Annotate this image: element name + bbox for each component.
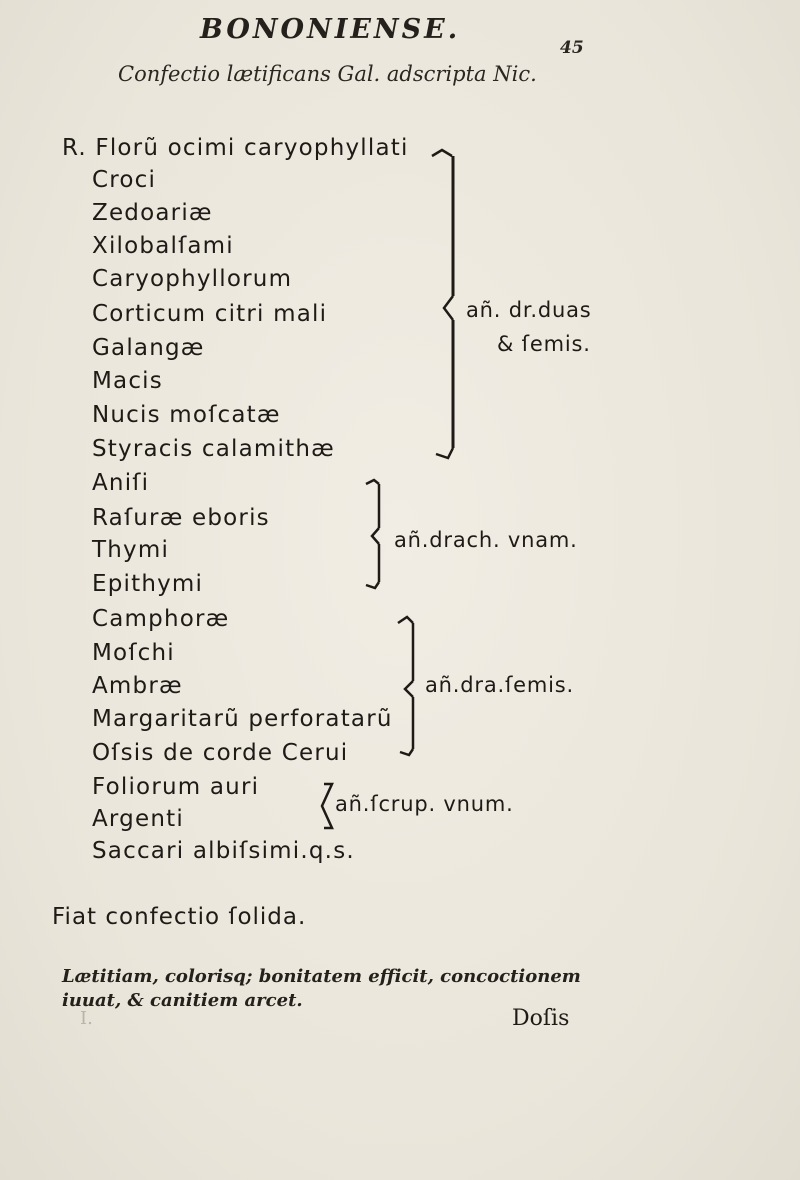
ingredient-line: Macis: [92, 368, 163, 394]
signature-mark: I.: [80, 1008, 93, 1029]
ingredient-line: Nucis moſcatæ: [92, 402, 281, 428]
ingredient-line: Oſsis de corde Cerui: [92, 740, 349, 766]
ingredient-line: Foliorum auri: [92, 774, 260, 800]
ingredient-line: Styracis calamithæ: [92, 436, 335, 462]
ingredient-line: Zedoariæ: [92, 200, 213, 226]
brace-group-1: [422, 148, 462, 468]
ingredient-line: Corticum citri mali: [92, 301, 328, 327]
ingredient-line: Saccari albiſsimi.q.s.: [92, 838, 355, 864]
dose-line: añ. dr.duas: [466, 298, 592, 322]
catchword: Doſis: [512, 1006, 570, 1031]
dose-line: añ.ſcrup. vnum.: [335, 792, 514, 816]
running-head: BONONIENSE.: [200, 14, 461, 45]
ingredient-line: Croci: [92, 167, 157, 193]
ingredient-line: Caryophyllorum: [92, 266, 293, 292]
ingredient-line: Galangæ: [92, 335, 205, 361]
ingredient-line: Argenti: [92, 806, 184, 832]
ingredient-line: R. Florũ ocimi caryophyllati: [62, 135, 409, 161]
ingredient-line: Camphoræ: [92, 606, 230, 632]
ingredient-line: Xilobalſami: [92, 233, 234, 259]
dose-line: añ.dra.ſemis.: [425, 673, 574, 697]
final-instruction: Fiat confectio ſolida.: [52, 904, 307, 930]
ingredient-line: Margaritarũ perforatarũ: [92, 706, 393, 732]
ingredient-line: Thymi: [92, 537, 170, 563]
recipe-title: Confectio lætificans Gal. adscripta Nic.: [118, 62, 537, 86]
ingredient-line: Raſuræ eboris: [92, 505, 270, 531]
dose-line: & ſemis.: [497, 332, 591, 356]
ingredient-line: Aniſi: [92, 470, 150, 496]
ingredient-line: Ambræ: [92, 673, 183, 699]
brace-group-3: [393, 613, 423, 763]
note-line: iuuat, & canitiem arcet.: [62, 990, 303, 1011]
page-number: 45: [560, 38, 584, 58]
ingredient-line: Epithymi: [92, 571, 204, 597]
brace-group-2: [360, 478, 390, 593]
dose-line: añ.drach. vnam.: [394, 528, 578, 552]
ingredient-line: Moſchi: [92, 640, 175, 666]
note-line: Lætitiam, colorisq; bonitatem efficit, concoctionem: [62, 966, 581, 987]
